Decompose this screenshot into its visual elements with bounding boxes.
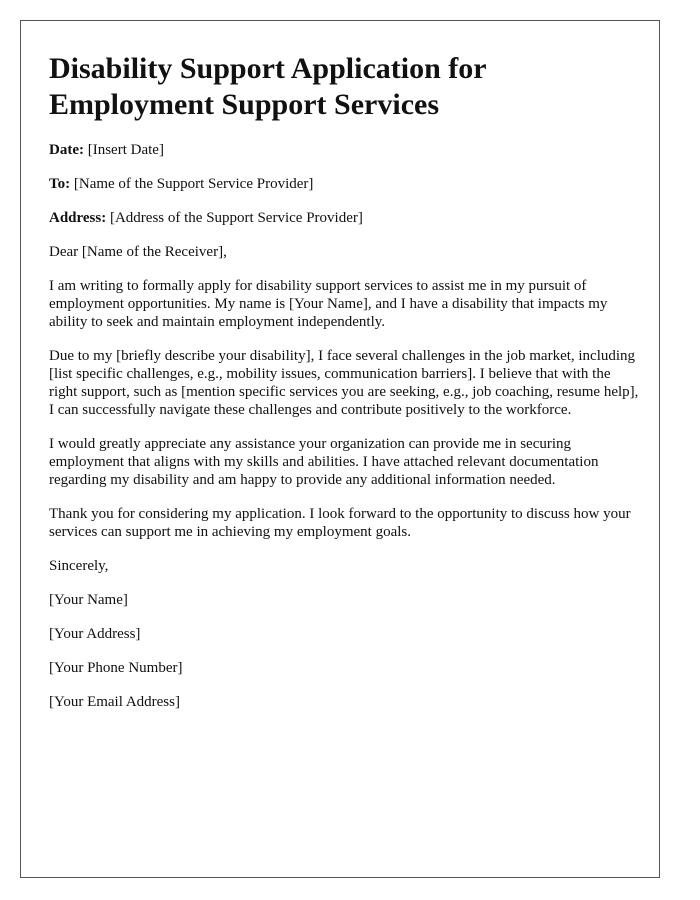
date-label: Date:	[49, 142, 84, 158]
closing: Sincerely,	[49, 558, 109, 574]
to-label: To:	[49, 176, 71, 192]
date-line	[49, 141, 639, 159]
address-value: [Address of the Support Service Provider]	[106, 210, 363, 226]
date-value: [Insert Date]	[83, 142, 164, 158]
letter-content	[49, 51, 639, 727]
address-label: Address:	[49, 210, 107, 226]
letter-title: Disability Support Application for Employment Support Services	[49, 52, 487, 121]
to-line	[49, 175, 639, 193]
to-value: [Name of the Support Service Provider]	[70, 176, 314, 192]
signature-email: [Your Email Address]	[49, 694, 180, 710]
body-paragraph-3: I would greatly appreciate any assistance your organization can provide me in securing employment that aligns with my skills and abilities. I have attached relevant documentation regarding my disability and am happy to provide any additional information needed.	[49, 436, 599, 488]
letter-page	[20, 20, 660, 878]
signature-phone: [Your Phone Number]	[49, 660, 183, 676]
signature-name: [Your Name]	[49, 592, 128, 608]
signature-address: [Your Address]	[49, 626, 141, 642]
address-line	[49, 209, 639, 227]
body-paragraph-1: I am writing to formally apply for disability support services to assist me in my pursuit of employment opportunities. My name is [Your Name], and I have a disability that impacts my ability to seek and maintain employment independently.	[49, 278, 608, 330]
salutation: Dear [Name of the Receiver],	[49, 244, 227, 260]
body-paragraph-4: Thank you for considering my application. I look forward to the opportunity to discuss how your services can support me in achieving my employment goals.	[49, 506, 631, 540]
body-paragraph-2: Due to my [briefly describe your disability], I face several challenges in the job market, including [list specific challenges, e.g., mobility issues, communication barriers]. I believe that with the right support, such as [mention specific services you are seeking, e.g., job coaching, resume help], I can successfully navigate these challenges and contribute positively to the workforce.	[49, 348, 639, 418]
